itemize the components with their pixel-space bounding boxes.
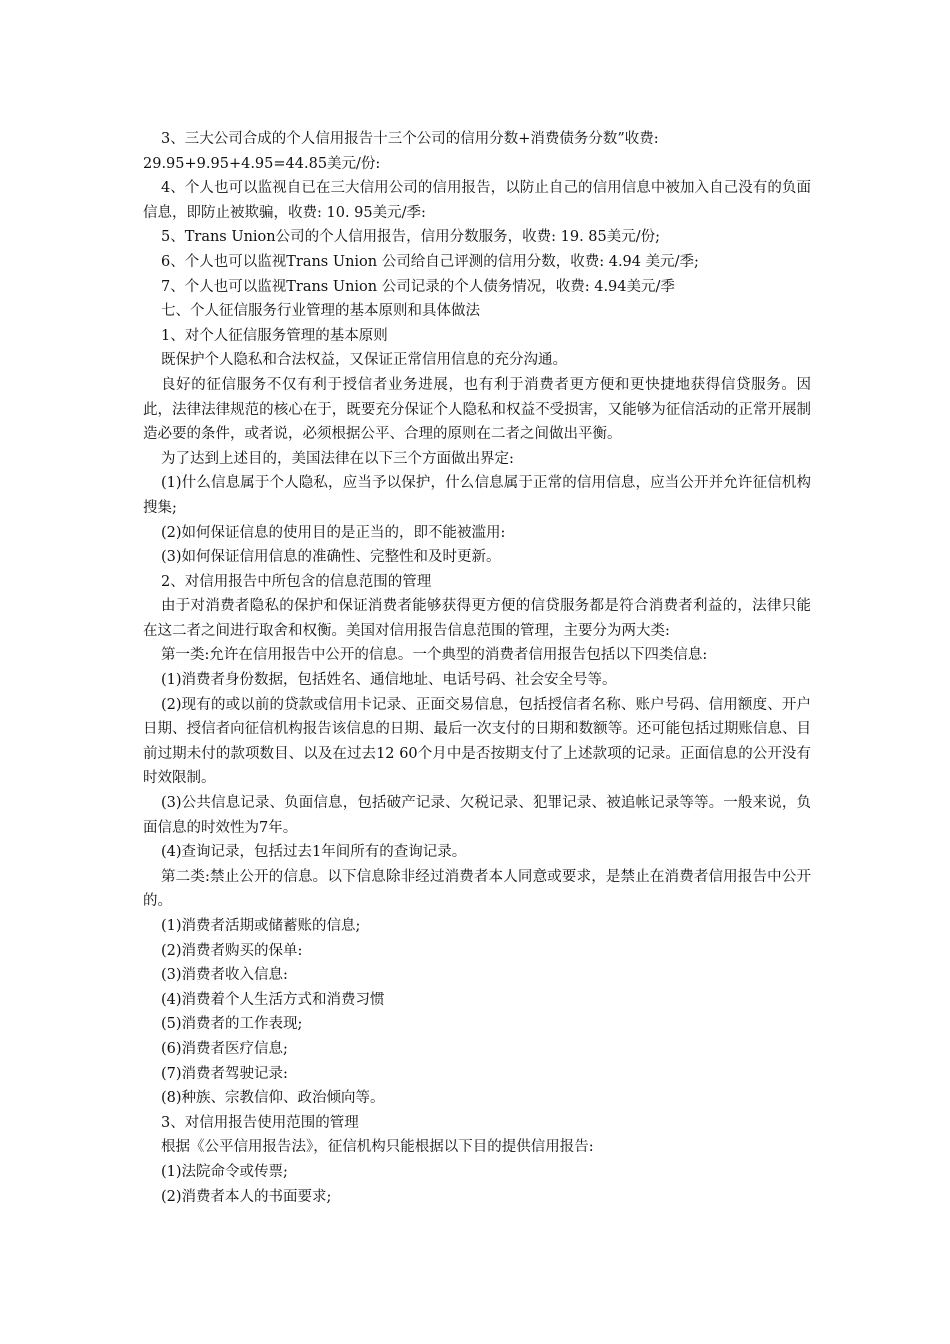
paragraph-usage-intro: 根据《公平信用报告法》，征信机构只能根据以下目的提供信用报告: [161, 1139, 594, 1156]
paragraph-category-1-item-3: (3)公共信息记录、负面信息，包括破产记录、欠税记录、犯罪记录、被追帐记录等等。一般来说，负面信息的时效性为7年。 [143, 795, 811, 836]
paragraph-law-scope-intro: 为了达到上述目的，美国法律在以下三个方面做出界定: [161, 450, 514, 467]
subheading-basic-principle: 1、对个人征信服务管理的基本原则 [161, 327, 388, 344]
section-heading-7: 七、个人征信服务行业管理的基本原则和具体做法 [161, 303, 480, 320]
paragraph-category-1-item-1: (1)消费者身份数据，包括姓名、通信地址、电话号码、社会安全号等。 [161, 672, 617, 689]
paragraph-category-1: 第一类:允许在信用报告中公开的信息。一个典型的消费者信用报告包括以下四类信息: [161, 647, 708, 664]
paragraph-category-2-item-7: (7)消费者驾驶记录: [161, 1065, 288, 1082]
paragraph-fee-item-3: 3、三大公司合成的个人信用报告十三个公司的信用分数+消费债务分数”收费: [161, 131, 659, 147]
paragraph-category-2-item-3: (3)消费者收入信息: [161, 967, 288, 984]
paragraph-fee-item-6: 6、个人也可以监视Trans Union 公司给自己评测的信用分数，收费: 4.94 美元/季; [161, 253, 699, 270]
subheading-info-scope: 2、对信用报告中所包含的信息范围的管理 [161, 573, 432, 590]
paragraph-scope-item-3: (3)如何保证信用信息的准确性、完整性和及时更新。 [161, 549, 501, 566]
paragraph-fee-item-7: 7、个人也可以监视Trans Union 公司记录的个人债务情况，收费: 4.94美元/季 [161, 278, 675, 295]
paragraph-info-scope-intro: 由于对消费者隐私的保护和保证消费者能够获得更方便的信贷服务都是符合消费者利益的，法律只能在这二者之间进行取舍和权衡。美国对信用报告信息范围的管理，主要分为两大类: [143, 598, 811, 639]
paragraph-category-2-item-1: (1)消费者活期或储蓄账的信息; [161, 918, 361, 934]
paragraph-category-2-item-6: (6)消费者医疗信息; [161, 1040, 288, 1057]
subheading-usage-scope: 3、对信用报告使用范围的管理 [161, 1114, 359, 1131]
paragraph-category-2-item-2: (2)消费者购买的保单: [161, 942, 303, 959]
paragraph-principle-summary: 既保护个人隐私和合法权益，又保证正常信用信息的充分沟通。 [161, 352, 567, 369]
document-body [143, 127, 811, 1209]
paragraph-fee-item-4: 4、个人也可以监视自已在三大信用公司的信用报告，以防止自己的信用信息中被加入自己没有的负面信息，即防止被欺骗，收费: 10. 95美元/季: [143, 180, 811, 221]
paragraph-category-2: 第二类:禁止公开的信息。以下信息除非经过消费者本人同意或要求，是禁止在消费者信用报告中公开的。 [143, 868, 811, 910]
paragraph-category-2-item-8: (8)种族、宗教信仰、政治倾向等。 [161, 1090, 385, 1107]
paragraph-category-1-item-4: (4)查询记录，包括过去1年间所有的查询记录。 [161, 844, 467, 861]
paragraph-principle-detail: 良好的征信服务不仅有利于授信者业务进展，也有利于消费者更方便和更快捷地获得信贷服务。因此，法律法律规范的核心在于，既要充分保证个人隐私和权益不受损害，又能够为征信活动的正常开展制造必要的条件，或者说，必须根据公平、合理的原则在二者之间做出平衡。 [143, 376, 811, 443]
paragraph-category-2-item-4: (4)消费着个人生活方式和消费习惯 [161, 991, 385, 1008]
paragraph-scope-item-1: (1)什么信息属于个人隐私，应当予以保护，什么信息属于正常的信用信息，应当公开并允许征信机构搜集; [143, 475, 811, 516]
paragraph-fee-item-5: 5、Trans Union公司的个人信用报告，信用分数服务，收费: 19. 85美元/份; [161, 229, 661, 246]
paragraph-usage-item-2: (2)消费者本人的书面要求; [161, 1188, 332, 1205]
paragraph-fee-item-3-amount: 29.95+9.95+4.95=44.85美元/份: [143, 155, 381, 172]
paragraph-usage-item-1: (1)法院命令或传票; [161, 1163, 288, 1180]
paragraph-scope-item-2: (2)如何保证信息的使用目的是正当的，即不能被滥用: [161, 524, 506, 541]
paragraph-category-2-item-5: (5)消费者的工作表现; [161, 1016, 303, 1033]
paragraph-category-1-item-2: (2)现有的或以前的贷款或信用卡记录、正面交易信息，包括授信者名称、账户号码、信用额度、开户日期、授信者向征信机构报告该信息的日期、最后一次支付的日期和数额等。还可能包括过期账信息、目前过期未付的款项数目、以及在过去12 60个月中是否按期支付了上述款项的记录。正面信息的公开没有时效限制。 [143, 696, 811, 787]
